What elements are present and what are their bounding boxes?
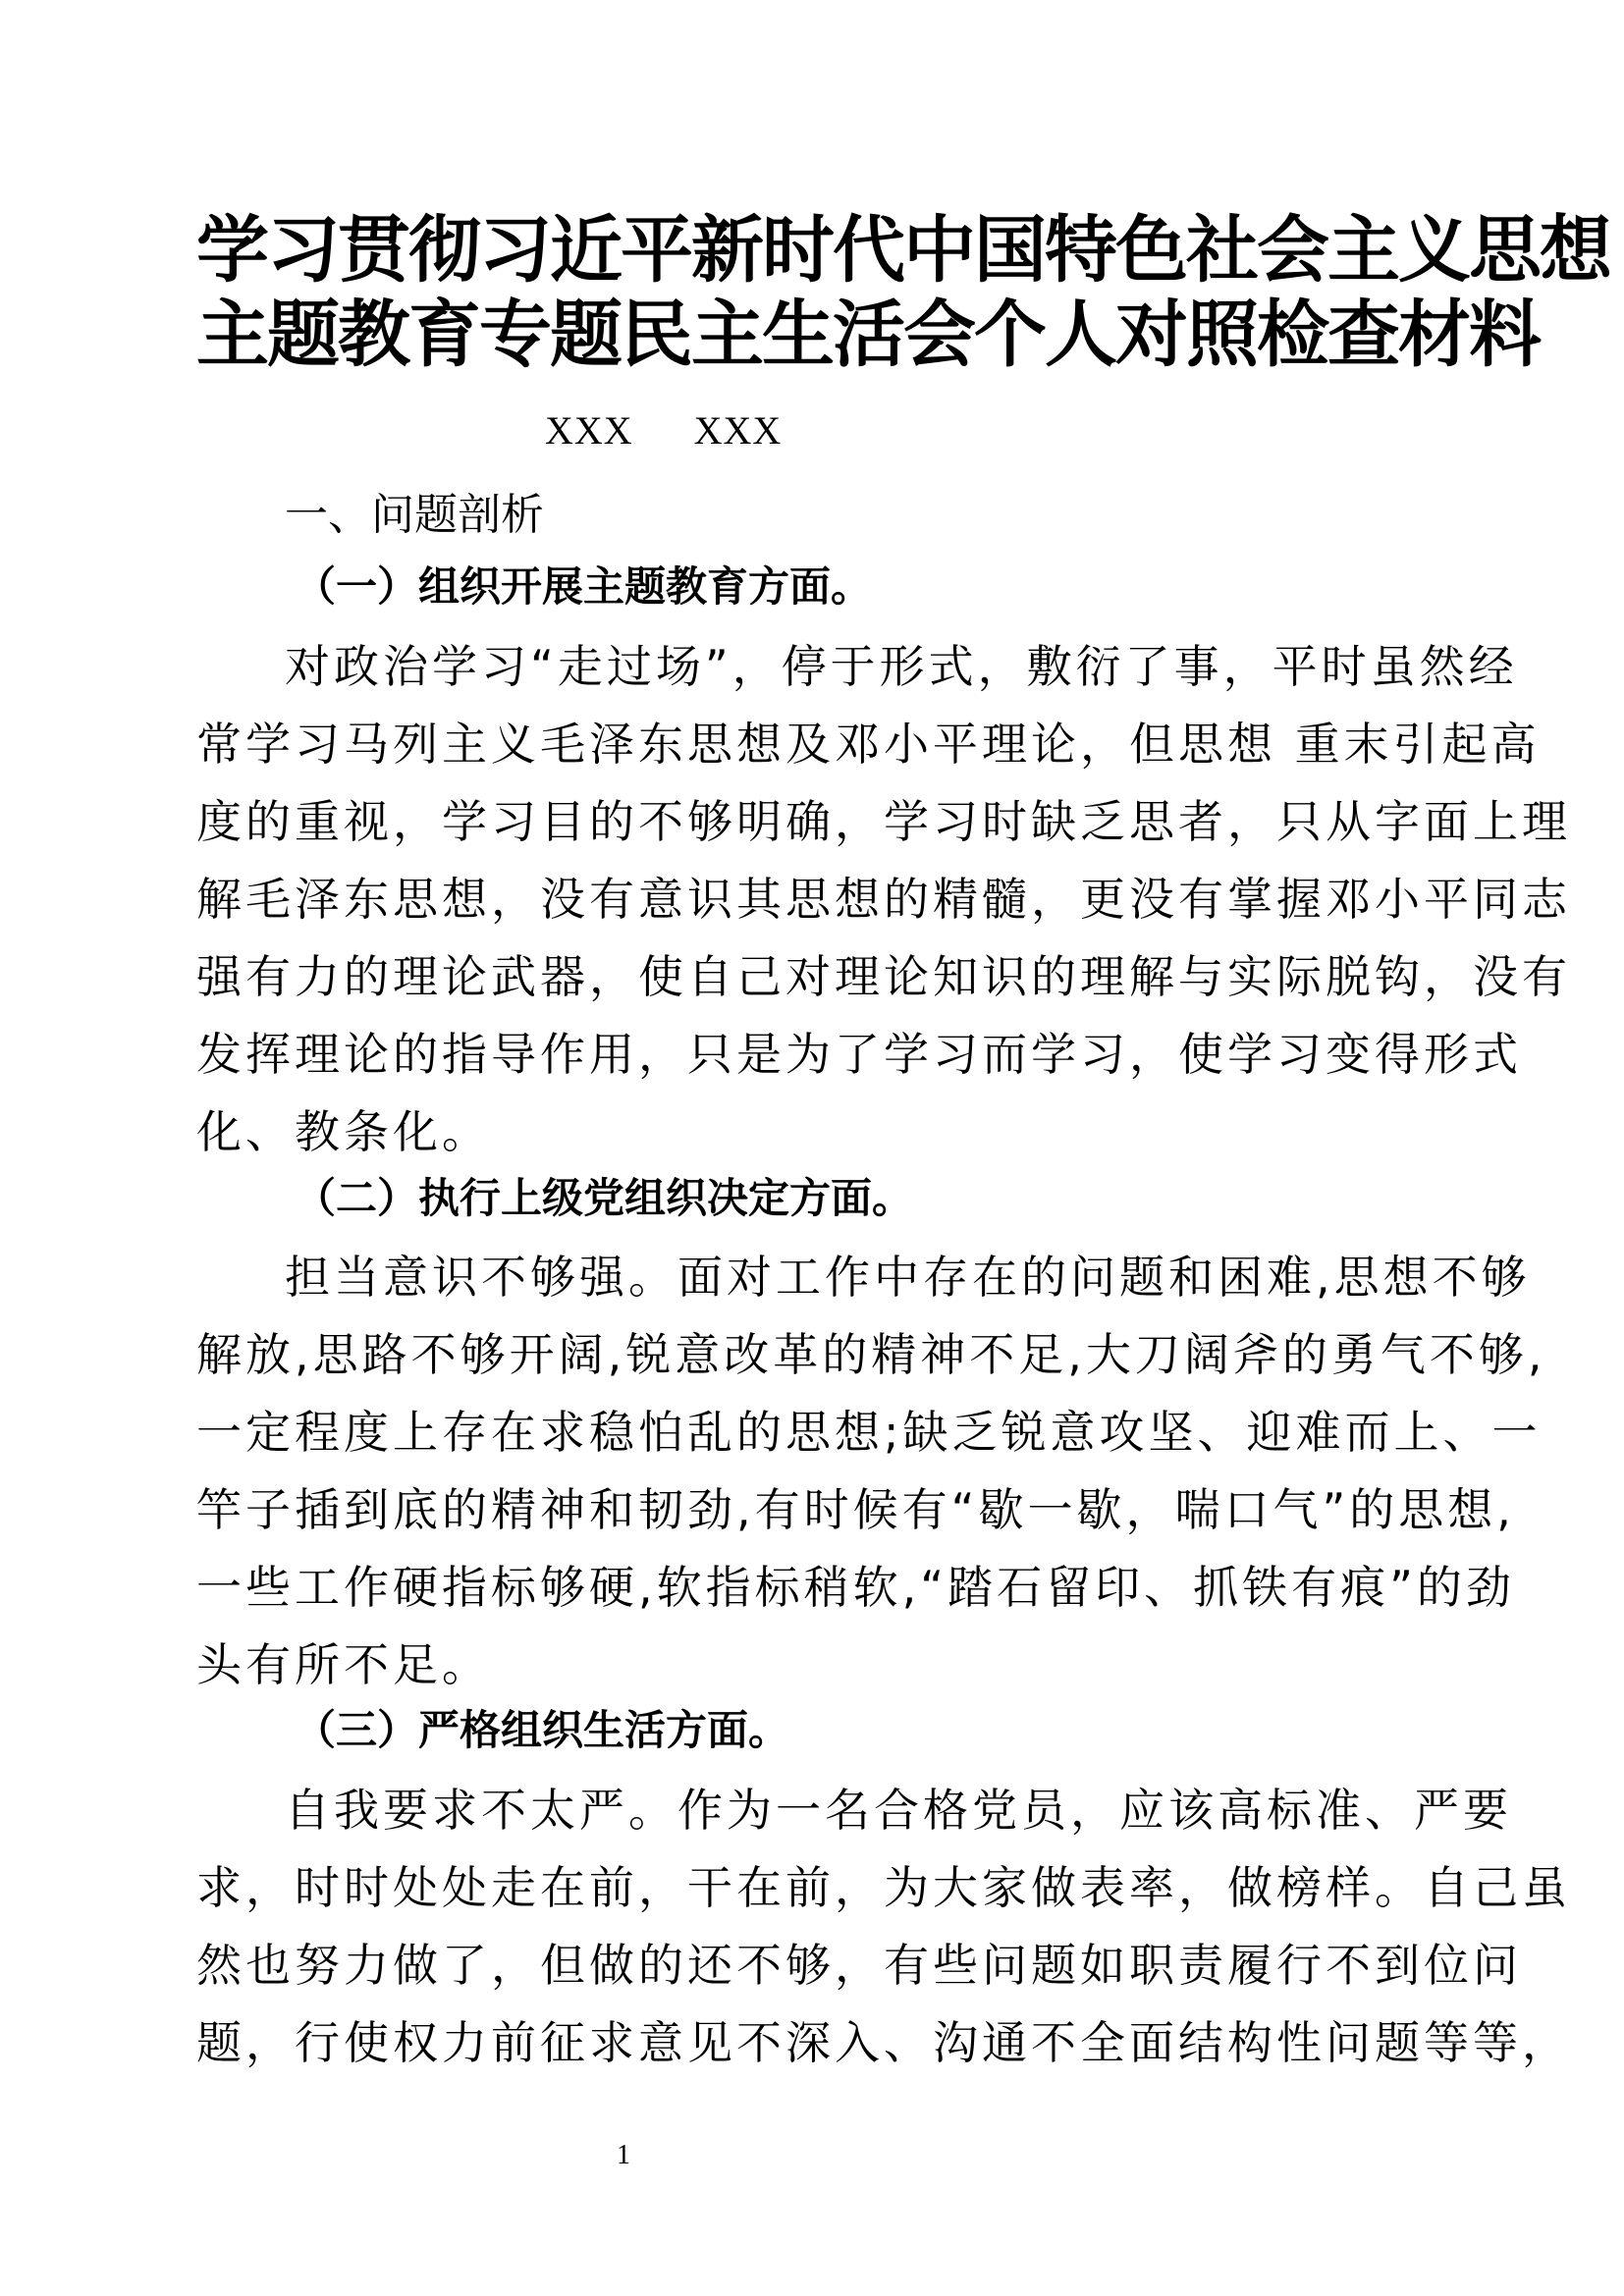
subsection-body-1 [196,628,1571,1171]
body-line: 然也努力做了，但做的还不够，有些问题如职责履行不到位问 [196,1939,1522,1992]
body-line: 对政治学习“走过场”，停于形式，敷衍了事，平时虽然经 [285,640,1518,693]
body-line: 担当意识不够强。面对工作中存在的问题和困难,思想不够 [285,1251,1531,1304]
body-line: 发挥理论的指导作用，只是为了学习而学习，使学习变得形式 [196,1028,1522,1081]
author-name: XXX XXX [545,408,783,453]
body-line: 求，时时处处走在前，干在前，为大家做表率，做榜样。自己虽 [196,1861,1571,1914]
title-line-1: 学习贯彻习近平新时代中国特色社会主义思想 [196,208,1610,293]
subsection-heading-3: （三）严格组织生活方面。 [295,1706,790,1754]
body-line: 一定程度上存在求稳怕乱的思想;缺乏锐意攻坚、迎难而上、一 [196,1406,1542,1459]
page-number: 1 [617,2140,630,2170]
subsection-heading-2: （二）执行上级党组织决定方面。 [295,1174,914,1222]
body-line: 头有所不足。 [196,1638,491,1691]
body-line: 竿子插到底的精神和韧劲,有时候有“歇一歇，喘口气”的思想, [196,1483,1515,1536]
body-line: 解放,思路不够开阔,锐意改革的精神不足,大刀阔斧的勇气不够, [196,1328,1546,1381]
body-line: 常学习马列主义毛泽东思想及邓小平理论，但思想 重末引起高 [196,718,1541,771]
body-line: 化、教条化。 [196,1105,491,1158]
body-line: 解毛泽东思想，没有意识其思想的精髓，更没有掌握邓小平同志 [196,873,1571,926]
body-line: 一些工作硬指标够硬,软指标稍软,“踏石留印、抓铁有痕”的劲 [196,1561,1515,1614]
subsection-body-2 [196,1239,1546,1704]
section-heading: 一、问题剖析 [285,490,544,540]
body-line: 题，行使权力前征求意见不深入、沟通不全面结构性问题等等， [196,2016,1571,2069]
document-title [196,208,1610,377]
body-line: 自我要求不太严。作为一名合格党员，应该高标准、严要 [285,1784,1512,1837]
title-line-2: 主题教育专题民主生活会个人对照检查材料 [196,293,1540,377]
subsection-body-3 [196,1772,1571,2082]
body-line: 强有力的理论武器，使自己对理论知识的理解与实际脱钩，没有 [196,950,1571,1003]
subsection-heading-1: （一）组织开展主题教育方面。 [295,562,873,611]
body-line: 度的重视，学习目的不够明确，学习时缺乏思者，只从字面上理 [196,795,1571,848]
